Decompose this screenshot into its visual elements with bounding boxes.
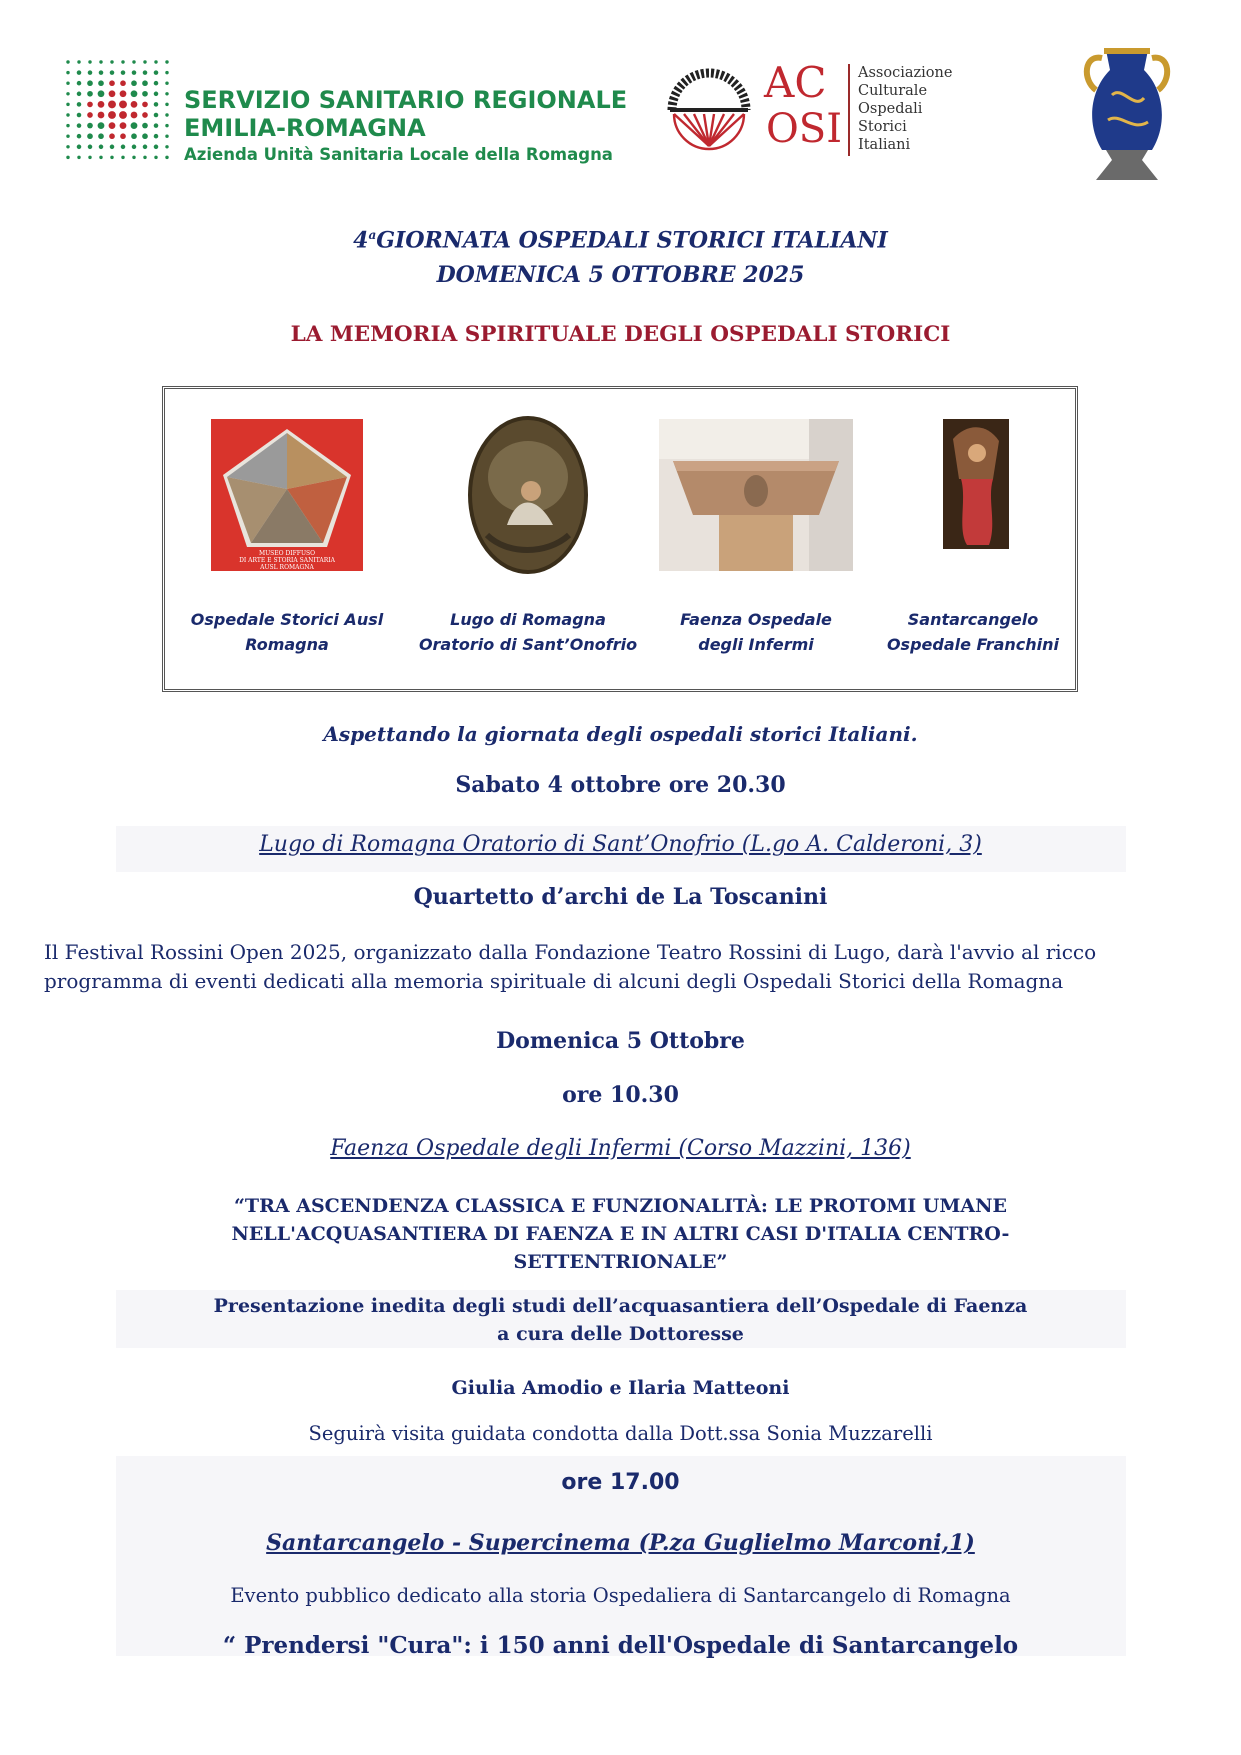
logo-dot bbox=[99, 60, 102, 63]
event-title bbox=[0, 218, 1241, 293]
logo-dot bbox=[87, 91, 93, 97]
logo-dot bbox=[143, 156, 146, 159]
logo-dot bbox=[165, 103, 168, 106]
logo-dot bbox=[98, 122, 105, 129]
logo-dot bbox=[66, 113, 69, 116]
acosi-name-line: Italiani bbox=[858, 137, 911, 153]
speakers: Giulia Amodio e Ilaria Matteoni bbox=[451, 1377, 790, 1399]
photo-caption bbox=[871, 607, 1075, 657]
logo-dot bbox=[154, 81, 159, 86]
logo-dot bbox=[154, 134, 159, 139]
logo-dot bbox=[131, 101, 138, 108]
photo-caption-line: Romagna bbox=[245, 635, 329, 654]
logo-dot bbox=[121, 70, 126, 75]
logo-dot bbox=[87, 80, 93, 86]
logo-dot bbox=[165, 156, 168, 159]
logo-dot bbox=[88, 145, 93, 150]
acosi-name-line: Storici bbox=[858, 119, 907, 135]
presentation-line: Presentazione inedita degli studi dell’acquasantiera dell’Ospedale di Faenza bbox=[213, 1295, 1028, 1317]
photo-caption-line: Faenza Ospedale bbox=[680, 610, 832, 629]
logo-dot bbox=[87, 102, 93, 108]
logo-dot bbox=[131, 122, 138, 129]
ssr-line1: SERVIZIO SANITARIO REGIONALE bbox=[184, 86, 628, 114]
sunday-location1: Faenza Ospedale degli Infermi (Corso Mazzini, 136) bbox=[330, 1136, 911, 1161]
logo-dot bbox=[110, 156, 113, 159]
logo-dot bbox=[98, 90, 105, 97]
photo-angel-painting bbox=[943, 419, 1009, 549]
logo-dot bbox=[165, 124, 168, 127]
logo-dot bbox=[154, 113, 159, 118]
poster-text-line3: AUSL ROMAGNA bbox=[260, 564, 314, 571]
logo-dot bbox=[98, 80, 104, 86]
logo-dot bbox=[88, 70, 93, 75]
logo-dot bbox=[132, 70, 137, 75]
logo-dot bbox=[110, 145, 115, 150]
presentation-text bbox=[0, 1292, 1241, 1348]
logo-dot bbox=[98, 133, 104, 139]
photo-museo-poster bbox=[211, 419, 363, 571]
logo-dot bbox=[77, 123, 82, 128]
logo-dot bbox=[66, 81, 69, 84]
talk-title-line: NELL'ACQUASANTIERA DI FAENZA E IN ALTRI CASI D'ITALIA CENTRO- bbox=[231, 1223, 1010, 1245]
logo-dot bbox=[88, 156, 91, 159]
talk-title-line: “TRA ASCENDENZA CLASSICA E FUNZIONALITÀ: LE PROTOMI UMANE bbox=[234, 1195, 1007, 1217]
logo-dot bbox=[131, 80, 137, 86]
poster-text-line2: DI ARTE E STORIA SANITARIA bbox=[239, 557, 335, 564]
photo-caption-line: Ospedale Storici Ausl bbox=[190, 610, 384, 629]
logo-dot bbox=[88, 60, 91, 63]
logo-dot bbox=[119, 100, 127, 108]
logo-dot bbox=[110, 60, 113, 63]
acosi-ac-text: AC bbox=[764, 58, 827, 107]
photo-oval-painting bbox=[467, 415, 589, 575]
saturday-datetime: Sabato 4 ottobre ore 20.30 bbox=[455, 772, 786, 798]
logo-dot bbox=[87, 133, 93, 139]
logo-dot bbox=[142, 91, 148, 97]
title-line2: DOMENICA 5 OTTOBRE 2025 bbox=[436, 262, 805, 289]
edition-superscript: a bbox=[368, 228, 377, 242]
logo-dot bbox=[165, 113, 168, 116]
logo-dot bbox=[77, 60, 80, 63]
logo-dot bbox=[154, 60, 157, 63]
saturday-desc-line: Il Festival Rossini Open 2025, organizzato dalla Fondazione Teatro Rossini di Lugo, darà l'avvio al ricco bbox=[44, 940, 1097, 964]
presentation-line: a cura delle Dottoresse bbox=[497, 1323, 744, 1345]
logo-dot bbox=[119, 111, 127, 119]
logo-dot bbox=[154, 123, 159, 128]
sunday-time1: ore 10.30 bbox=[562, 1082, 679, 1108]
photo-caption-line: Ospedale Franchini bbox=[886, 635, 1060, 654]
sunday-time2: ore 17.00 bbox=[561, 1470, 680, 1495]
acosi-name-line: Ospedali bbox=[858, 101, 923, 117]
logo-dot bbox=[154, 145, 159, 150]
logo-dot bbox=[131, 90, 138, 97]
title-line1-rest: GIORNATA OSPEDALI STORICI ITALIANI bbox=[376, 227, 888, 254]
logo-dot bbox=[99, 145, 104, 150]
logo-dot bbox=[131, 112, 138, 119]
ssr-line3: Azienda Unità Sanitaria Locale della Romagna bbox=[184, 145, 613, 164]
logo-dot bbox=[77, 145, 82, 150]
logo-dot bbox=[142, 80, 148, 86]
logo-dot bbox=[66, 60, 69, 63]
logo-dot bbox=[66, 156, 69, 159]
title-line1 bbox=[0, 218, 1241, 258]
ssr-logo-text bbox=[184, 86, 627, 168]
logo-dot bbox=[142, 123, 148, 129]
logo-dot bbox=[77, 81, 82, 86]
logo-dot bbox=[109, 80, 115, 86]
ssr-logo-icon bbox=[62, 56, 172, 164]
talk-title-line: SETTENTRIONALE” bbox=[513, 1251, 728, 1273]
logo-dot bbox=[99, 70, 104, 75]
logo-dot bbox=[77, 156, 80, 159]
talk-title bbox=[0, 1192, 1241, 1276]
saturday-event: Quartetto d’archi de La Toscanini bbox=[413, 884, 828, 910]
logo-dot bbox=[132, 156, 135, 159]
acosi-divider bbox=[848, 64, 850, 156]
event2-title: “ Prendersi "Cura": i 150 anni dell'Ospedale di Santarcangelo bbox=[222, 1632, 1019, 1659]
logo-dot bbox=[120, 122, 127, 129]
edition-number: 4 bbox=[353, 227, 369, 254]
logo-dot bbox=[110, 70, 115, 75]
logo-dot bbox=[165, 71, 168, 74]
logo-dot bbox=[121, 145, 126, 150]
photo-caption-line: Santarcangelo bbox=[907, 610, 1039, 629]
logo-dot bbox=[108, 100, 116, 108]
logo-dot bbox=[99, 156, 102, 159]
sunday-location2: Santarcangelo - Supercinema (P.za Guglielmo Marconi,1) bbox=[266, 1530, 975, 1556]
photo-caption bbox=[185, 607, 389, 657]
logo-dot bbox=[165, 60, 168, 63]
logo-dot bbox=[131, 133, 137, 139]
logo-dot bbox=[77, 113, 82, 118]
photo-acquasantiera bbox=[659, 419, 853, 571]
logo-dot bbox=[154, 156, 157, 159]
logo-dot bbox=[87, 112, 93, 118]
logo-dot bbox=[132, 60, 135, 63]
photo-caption bbox=[413, 607, 643, 657]
logo-dot bbox=[109, 90, 116, 97]
logo-dot bbox=[143, 60, 146, 63]
logo-dot bbox=[66, 134, 69, 137]
logo-dot bbox=[109, 122, 116, 129]
sunday-date: Domenica 5 Ottobre bbox=[496, 1028, 745, 1054]
logo-dot bbox=[66, 71, 69, 74]
saturday-location: Lugo di Romagna Oratorio di Sant’Onofrio (L.go A. Calderoni, 3) bbox=[259, 832, 982, 857]
logo-dot bbox=[165, 145, 168, 148]
saturday-desc-line: programma di eventi dedicati alla memoria spirituale di alcuni degli Ospedali Storici della Romagna bbox=[44, 969, 1064, 993]
acosi-emblem-icon bbox=[664, 58, 754, 154]
logo-dot bbox=[132, 145, 137, 150]
photo-gallery bbox=[162, 386, 1078, 692]
logo-dot bbox=[66, 145, 69, 148]
photo-caption-line: Oratorio di Sant’Onofrio bbox=[418, 635, 638, 654]
intro-text: Aspettando la giornata degli ospedali storici Italiani. bbox=[323, 722, 918, 746]
saturday-description bbox=[44, 938, 1204, 996]
subtitle: LA MEMORIA SPIRITUALE DEGLI OSPEDALI STORICI bbox=[290, 322, 951, 347]
logo-dot bbox=[77, 134, 82, 139]
logo-dot bbox=[154, 70, 159, 75]
logo-dot bbox=[77, 102, 82, 107]
logo-dot bbox=[142, 112, 148, 118]
logo-dot bbox=[143, 145, 148, 150]
logo-dot bbox=[154, 92, 159, 97]
vase-icon bbox=[1072, 40, 1182, 185]
logo-dot bbox=[121, 156, 124, 159]
logo-dot bbox=[98, 101, 105, 108]
logo-dot bbox=[165, 134, 168, 137]
acosi-name-line: Culturale bbox=[858, 83, 928, 99]
logo-dot bbox=[120, 80, 126, 86]
logo-dot bbox=[121, 60, 124, 63]
ssr-line2: EMILIA-ROMAGNA bbox=[184, 114, 426, 142]
logo-dot bbox=[120, 90, 127, 97]
logo-dot bbox=[120, 133, 126, 139]
logo-dot bbox=[66, 103, 69, 106]
logo-dot bbox=[108, 111, 116, 119]
logo-dot bbox=[66, 92, 69, 95]
logo-dot bbox=[142, 102, 148, 108]
logo-dot bbox=[66, 124, 69, 127]
poster-text-line1: MUSEO DIFFUSO bbox=[258, 550, 316, 557]
acosi-name bbox=[858, 64, 952, 154]
event2-description: Evento pubblico dedicato alla storia Ospedaliera di Santarcangelo di Romagna bbox=[230, 1584, 1011, 1607]
logo-dot bbox=[165, 81, 168, 84]
photo-caption-line: Lugo di Romagna bbox=[450, 610, 606, 629]
logo-dot bbox=[87, 123, 93, 129]
logo-dot bbox=[109, 133, 115, 139]
logo-dot bbox=[77, 92, 82, 97]
photo-caption-line: degli Infermi bbox=[698, 635, 814, 654]
logo-dot bbox=[165, 92, 168, 95]
photo-caption bbox=[649, 607, 863, 657]
logo-dot bbox=[142, 133, 148, 139]
logo-dot bbox=[154, 102, 159, 107]
guided-visit: Seguirà visita guidata condotta dalla Dott.ssa Sonia Muzzarelli bbox=[308, 1422, 933, 1445]
acosi-name-line: Associazione bbox=[858, 65, 953, 81]
logo-dot bbox=[77, 70, 82, 75]
logo-dot bbox=[98, 112, 105, 119]
logo-dot bbox=[143, 70, 148, 75]
acosi-osi-text: OSI bbox=[766, 106, 842, 152]
